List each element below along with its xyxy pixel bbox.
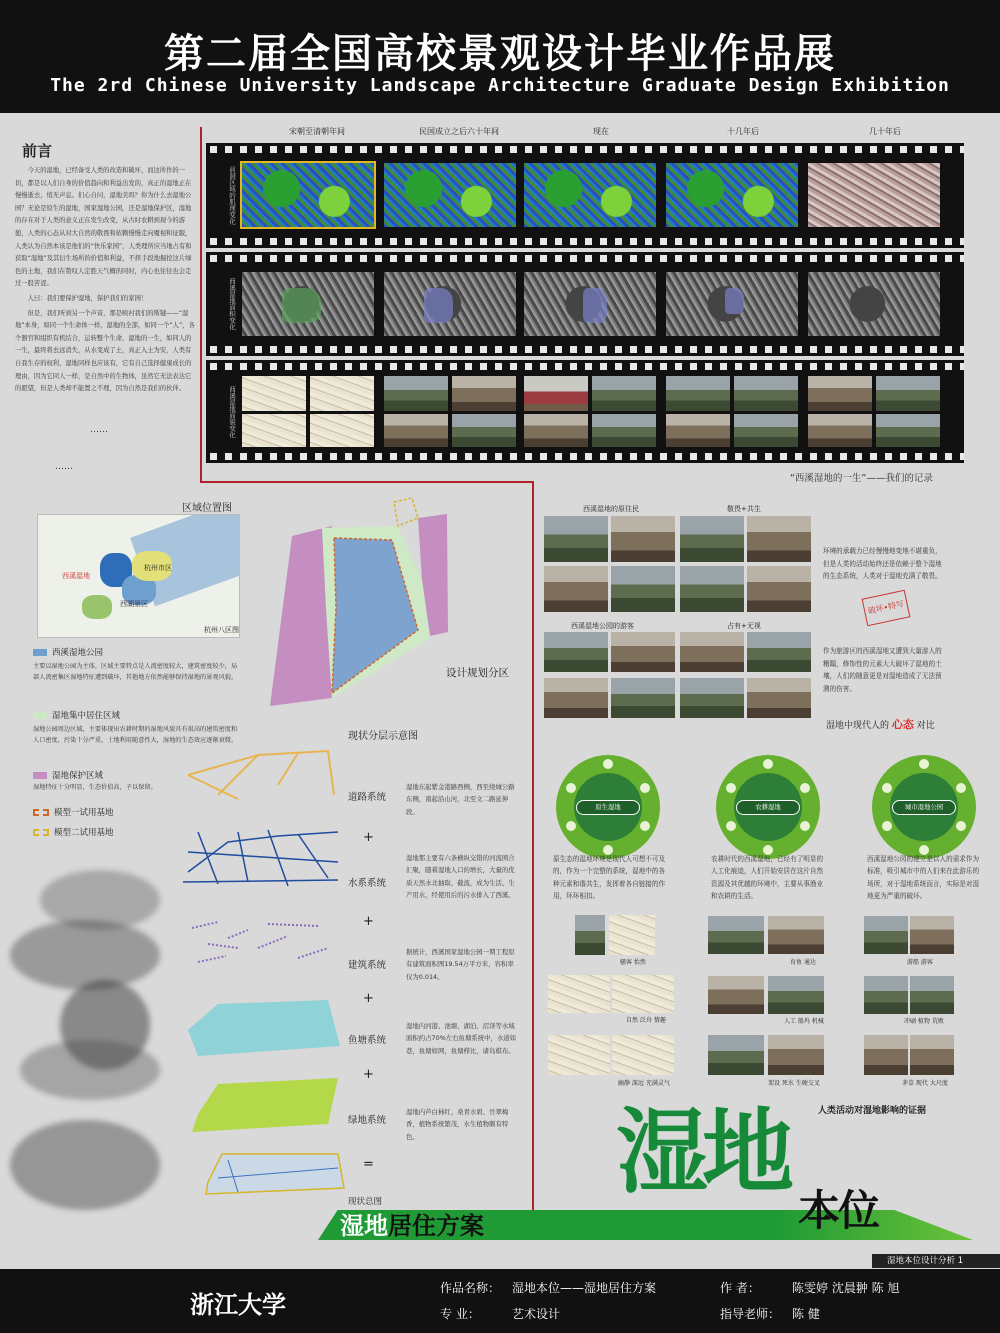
aerial-frame (666, 272, 798, 336)
plan-label: 设计规划分区 (446, 667, 509, 679)
sketch-photo (310, 376, 374, 411)
region-map (37, 514, 240, 638)
slogan-sub-rest: 居住方案 (388, 1212, 484, 1240)
preface-p3: 但是，我们听到另一个声音，那是映衬我们的斯键——“湿地”本身，如同一个生命体一样，湿地的全部，如同一个“人”，各个器官和组织有机结合，运转整个生命，湿地的一生，如同人的一生，最终将去远消失，从水变成了土，真正入土为安，人类有自我生存的权利，湿地同样也应该有，它有自己选择健康成长的理由，因为它同人一样，是自然中的生物体，虽然它无法表达它的愿望，但是人类却不能置之不理，因为自然是我们的伙伴。 (15, 309, 195, 393)
stamp: 破坏•特写 (862, 590, 911, 627)
circle-label: 农耕湿地 (736, 800, 800, 815)
people-text-1: 环境的承载力已经慢慢地变地不堪重负，但是人类的活动始终还是依赖于整个湿地的生态系统，人类对于湿地充满了敬畏。 (823, 547, 942, 581)
photo (575, 915, 605, 955)
authors: 陈雯婷 沈晨翀 陈 旭 (792, 1281, 900, 1295)
divider-line (532, 481, 534, 1219)
slogan-big-green: 湿地 (616, 1099, 789, 1206)
legend-dash-label: 模型一试用基地 (54, 808, 114, 818)
photo (864, 916, 908, 954)
photo (611, 566, 675, 612)
mind-suffix: 对比 (916, 721, 935, 731)
thumb-caption: 自然 泛舟 情趣 (626, 1017, 666, 1024)
legend-title: 西溪湿地公园 (52, 648, 104, 658)
satellite-frame (666, 163, 798, 227)
photo (910, 976, 954, 1014)
photo (910, 916, 954, 954)
major-label: 专 业： (440, 1307, 480, 1321)
photo (768, 916, 824, 954)
film-strip-texture (206, 143, 964, 248)
photo (544, 566, 608, 612)
photo (666, 376, 730, 411)
map-label: 杭州市区 (144, 564, 172, 572)
satellite-frame (524, 163, 656, 227)
mind-keyword: 心态 (891, 718, 914, 731)
layers-title: 现状分层示意图 (348, 731, 418, 742)
photo-caption: 西溪湿地公园的游客 (571, 622, 634, 630)
aerial-frame (384, 272, 516, 336)
photo (864, 976, 908, 1014)
thumb-caption: 人工 船坞 机械 (784, 1018, 824, 1025)
photo (611, 632, 675, 672)
page-tag: 湿地本位设计分析 1 (872, 1254, 1000, 1268)
photo (452, 414, 516, 447)
layer-desc: 湿地那主要有六条横纵交错的河流围合汇聚，随着湿地人口的增长，大量的优质天然水北抽取、截流，成为生活、生产用水，经使用后的污水排入了西溪。 (406, 854, 515, 900)
photo (747, 516, 811, 562)
circle-diagram (716, 755, 820, 859)
sketch-photo (242, 376, 306, 411)
layer-name: 建筑系统 (348, 960, 387, 971)
photo (876, 376, 940, 411)
layer-name: 水系系统 (348, 878, 387, 889)
plus-sign: + (363, 914, 374, 929)
layer-name: 鱼塘系统 (348, 1035, 387, 1046)
title-en: The 2rd Chinese University Landscape Architecture Graduate Design Exhibition (50, 75, 950, 96)
advisor: 陈 健 (792, 1307, 820, 1321)
strip-label: 西溪湿地面积变化 (228, 278, 236, 330)
urban-frame (808, 163, 940, 227)
map-label: 西湖景区 (120, 600, 148, 608)
layer-desc: 湿地内芦白柿红、桑青水碧、竹翠梅香，植物系统繁茂，水生植物颇有特色。 (406, 1108, 509, 1141)
circle-label: 城市湿地公园 (892, 800, 956, 815)
divider-line (200, 481, 534, 483)
photo (708, 1035, 764, 1075)
legend-text: 湿地公园周边区域，主要体现出农耕时期的湿地风貌具有很高的建筑密度和人口密度，污染十分严重，土地利用随意性大，湿地的生态效应逐渐衰微。 (33, 726, 238, 744)
photo (747, 678, 811, 718)
satellite-frame (384, 163, 516, 227)
legend-title: 湿地保护区域 (52, 771, 104, 781)
era-label: 现在 (593, 127, 609, 136)
photo (592, 414, 656, 447)
strip-label: 西溪湿地面貌变化 (228, 385, 236, 438)
footer (0, 1269, 1000, 1333)
photo (611, 516, 675, 562)
strip-label: 前洞区域的肌理变化 (228, 166, 236, 225)
era-row (207, 126, 965, 141)
photo (864, 1035, 908, 1075)
circle-text: 原生态的湿地环境是现代人可想不可及的，作为一个完整的系统，湿地中的各种元素和谐共生，发挥着各自链接的作用，环环相扣。 (553, 855, 666, 901)
advisor-label: 指导老师： (720, 1307, 781, 1321)
photo (680, 516, 744, 562)
layer-desc: 湿地内河港、池塘、湖泊、沼泽等水域面积约占70%左右鱼塘系统中，水道如巷，鱼塘如网，鱼塘栉比，诸岛棋布。 (406, 1022, 517, 1055)
pond-layer-diagram (178, 990, 348, 1062)
slogan-sub (340, 1206, 484, 1241)
layer-desc: 据统计，西溪国家湿地公园一期工程原有建筑面积图19.54万平方米，容积率仅为0.014。 (406, 948, 515, 981)
photo (548, 1035, 610, 1075)
university: 浙江大学 (190, 1291, 286, 1319)
era-label: 民国成立之后六十年间 (419, 127, 499, 136)
photo (680, 632, 744, 672)
photo (768, 1035, 824, 1075)
header (0, 0, 1000, 113)
mind-prefix: 湿地中现代人的 (826, 721, 890, 731)
planning-zone-map (262, 488, 452, 718)
slogan-sub-highlight: 湿地 (340, 1212, 388, 1240)
photo (544, 678, 608, 718)
evidence-caption: 人类活动对湿地影响的证据 (818, 1106, 927, 1116)
photo (611, 678, 675, 718)
photo (544, 516, 608, 562)
work-name: 湿地本位——湿地居住方案 (512, 1281, 657, 1295)
photo (734, 376, 798, 411)
mind-label (826, 716, 935, 732)
photo (910, 1035, 954, 1075)
photo (524, 376, 588, 411)
ellipsis: …… (90, 425, 108, 435)
preface-p2: 人曰：我们要保护湿地，保护我们的家园！ (27, 294, 148, 302)
map-label: 杭州八区图 (204, 626, 239, 634)
photo (384, 414, 448, 447)
photo (544, 632, 608, 672)
photo-caption: 敬畏+共生 (727, 505, 761, 513)
photo (384, 376, 448, 411)
photo (747, 632, 811, 672)
circle-diagram (556, 755, 660, 859)
film-strip-area (206, 252, 964, 356)
legend-text: 主要以湿地公园为主体，区域主要特点是人流密度较大，建筑密度较少，局部人流密集区湿地特征遭到破坏，其他地方依然能够保持湿地的景观风貌。 (33, 663, 238, 681)
thumb-caption: 架设 死水 生硬交叉 (768, 1080, 820, 1087)
preface-p1: 今天的湿地，已经备受人类的改造和破坏，而这所作的一切，都是以人们自身的价值趋向和利益出发的，真正的湿地正在慢慢逝去，悄无声息。们心自问，湿地美吗？你为什么去湿地公园？无论是原生的湿地，国家湿地公园，还是湿地保护区，湿地的存在对于人类的意义正在发生改变，从古时农耕到现今的游憩，人类的心态从对大自然的敬畏和依赖慢慢走向魇视和征服，人类认为自然本该是他们的“快乐家园”，人类理所应当地占有和获取“湿地”及其衍生场所的价值和利益，不择手段地掘挖这片绿色的土地，我们在赞叹人定胜天气概的同时，内心也往往也会走过一股苦涩。 (15, 167, 192, 288)
photo (768, 976, 824, 1014)
thumb-caption: 育鱼 通达 (790, 959, 816, 966)
satellite-frame (242, 163, 374, 227)
photo (876, 414, 940, 447)
photo-caption: 西溪湿地的原住民 (583, 505, 639, 513)
circle-text: 农耕时代的西溪湿地，已经有了明显的人工化痕迹，人们开始安居在这片自然资源及其优越的环境中，主要从事渔业和农耕的生活。 (711, 855, 824, 901)
photo (612, 1035, 674, 1075)
thumb-caption: 游船 游客 (907, 959, 933, 966)
photo (680, 566, 744, 612)
sketch-photo (242, 414, 306, 447)
photo (452, 376, 516, 411)
film-strip-appearance (206, 360, 964, 463)
era-label: 宋朝至清朝年间 (289, 127, 345, 136)
plus-sign: + (363, 1067, 374, 1082)
author-label: 作 者： (720, 1281, 760, 1295)
layer-name: 绿地系统 (348, 1115, 387, 1126)
legend-title: 湿地集中居住区域 (52, 711, 121, 721)
photo (524, 414, 588, 447)
photo (609, 915, 655, 955)
region-title: 区域位置图 (182, 503, 232, 514)
photo (747, 566, 811, 612)
work-label: 作品名称： (440, 1281, 501, 1295)
photo (612, 975, 674, 1013)
thumb-caption: 茅草 现代 大尺度 (902, 1080, 948, 1087)
sketch-photo (310, 414, 374, 447)
thumb-caption: 冲刷 植物 荒败 (904, 1018, 944, 1025)
equals-sign: = (363, 1157, 374, 1172)
map-label: 西溪湿地 (62, 572, 90, 580)
legend-dash (33, 809, 49, 816)
photo (548, 975, 610, 1013)
photo (592, 376, 656, 411)
aerial-frame (242, 272, 374, 336)
legend-swatch (33, 712, 47, 719)
plus-sign: + (363, 830, 374, 845)
plus-sign: + (363, 991, 374, 1006)
photo (680, 678, 744, 718)
thumb-caption: 幽静 深远 充满灵气 (618, 1080, 670, 1087)
title-zh: 第二届全国高校景观设计毕业作品展 (164, 31, 836, 77)
legend-dash-label: 模型二试用基地 (54, 828, 114, 838)
photo (708, 976, 764, 1014)
photo-caption: 占有+无视 (727, 622, 761, 630)
legend-swatch (33, 649, 47, 656)
legend-dash (33, 829, 49, 836)
aerial-frame (808, 272, 940, 336)
photo (808, 376, 872, 411)
divider-line (200, 127, 202, 482)
legend-swatch (33, 772, 47, 779)
water-layer-diagram (178, 822, 348, 892)
ellipsis: …… (55, 462, 73, 472)
building-layer-diagram (178, 908, 348, 978)
preface-title: 前言 (22, 142, 53, 160)
green-layer-diagram (178, 1068, 348, 1136)
circle-label: 原生湿地 (576, 800, 640, 815)
circle-diagram (872, 755, 976, 859)
total-label: 现状总图 (348, 1197, 383, 1207)
major: 艺术设计 (512, 1307, 561, 1321)
layer-desc: 湿地东起紫金港路西侧，西至绕城公路东侧，南起沿山河，北至文二路延伸段。 (406, 783, 515, 816)
era-label: 几十年后 (869, 127, 901, 136)
photo (708, 916, 764, 954)
road-layer-diagram (178, 745, 348, 803)
layer-name: 道路系统 (348, 792, 387, 803)
aerial-frame (524, 272, 656, 336)
era-label: 十几年后 (727, 127, 759, 136)
people-text-2: 作为旅游区的西溪湿地又遭到大量游人的糟蹋，修饰性的元素大大破坏了湿地的土壤，人们的随意更是对湿地造成了无法预测的伤害。 (823, 647, 942, 693)
photo (666, 414, 730, 447)
legend-text: 湿地特征十分明显，生态价值高，予以保留。 (33, 784, 157, 791)
preface-text (15, 165, 195, 398)
photo (808, 414, 872, 447)
thumb-caption: 骚客 怡然 (620, 959, 646, 966)
slogan-big-black: 本位 (798, 1186, 879, 1235)
circle-text: 西溪湿地公园的建立是以人的需求作为标准，吸引城市中的人们来在此游乐的场所，对于湿地系统而言，实际是对湿地更为严重的破坏。 (867, 855, 980, 901)
total-layer-diagram (198, 1148, 348, 1198)
strip-caption: “西溪湿地的一生”——我们的记录 (790, 473, 933, 484)
photo (734, 414, 798, 447)
